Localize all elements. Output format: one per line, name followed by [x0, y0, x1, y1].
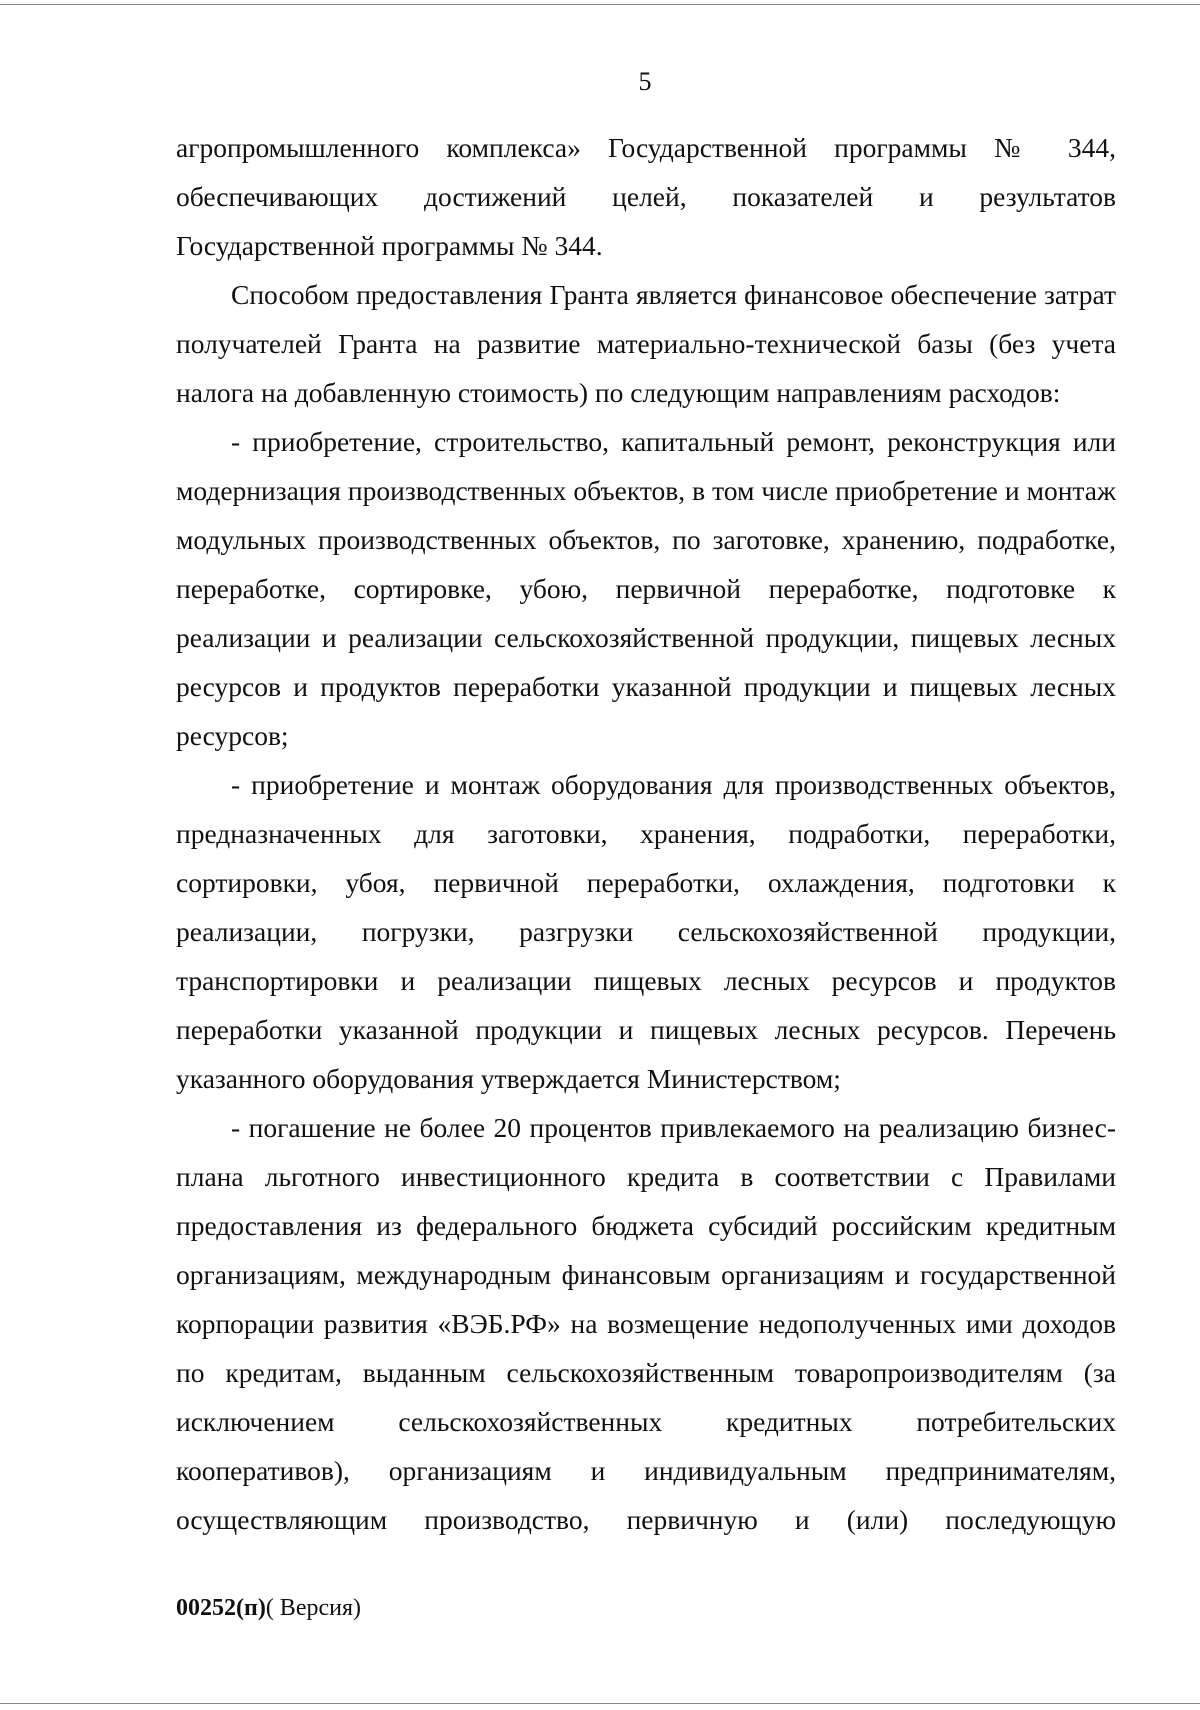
scan-edge-top: [0, 4, 1200, 5]
document-body: [176, 123, 1116, 1544]
document-code: 00252(п): [176, 1595, 266, 1621]
document-footer: [176, 1593, 361, 1623]
list-item-credit-repayment: - погашение не более 20 процентов привлекаемого на реализацию бизнес-плана льготного инвестиционного кредита в соответствии с Правилами предоставления из федерального бюджета субсидий российским кредитным организациям, международным финансовым организациям и государственной корпорации развития «ВЭБ.РФ» на возмещение недополученных ими доходов по кредитам, выданным сельскохозяйственным товаропроизводителям (за исключением сельскохозяйственных кредитных потребительских кооперативов), организациям и индивидуальным предпринимателям, осуществляющим производство, первичную и (или) последующую: [176, 1112, 1116, 1535]
page-number: 5: [638, 67, 652, 96]
scan-edge-bottom: [0, 1703, 1200, 1704]
list-item-construction: - приобретение, строительство, капитальный ремонт, реконструкция или модернизация производственных объектов, в том числе приобретение и монтаж модульных производственных объектов, по заготовке, хранению, подработке, переработке, сортировке, убою, первичной переработке, подготовке к реализации и реализации сельскохозяйственной продукции, пищевых лесных ресурсов и продуктов переработки указанной продукции и пищевых лесных ресурсов;: [176, 426, 1116, 751]
paragraph-continuation: агропромышленного комплекса» Государственной программы № 344, обеспечивающих достижений целей, показателей и результатов Государственной программы № 344.: [176, 132, 1116, 261]
paragraph-grant-method: Способом предоставления Гранта является финансовое обеспечение затрат получателей Гранта на развитие материально-технической базы (без учета налога на добавленную стоимость) по следующим направлениям расходов:: [176, 279, 1116, 408]
document-version: ( Версия): [265, 1595, 361, 1621]
list-item-equipment: - приобретение и монтаж оборудования для производственных объектов, предназначенных для заготовки, хранения, подработки, переработки, сортировки, убоя, первичной переработки, охлаждения, подготовки к реализации, погрузки, разгрузки сельскохозяйственной продукции, транспортировки и реализации пищевых лесных ресурсов и продуктов переработки указанной продукции и пищевых лесных ресурсов. Перечень указанного оборудования утверждается Министерством;: [176, 769, 1116, 1094]
